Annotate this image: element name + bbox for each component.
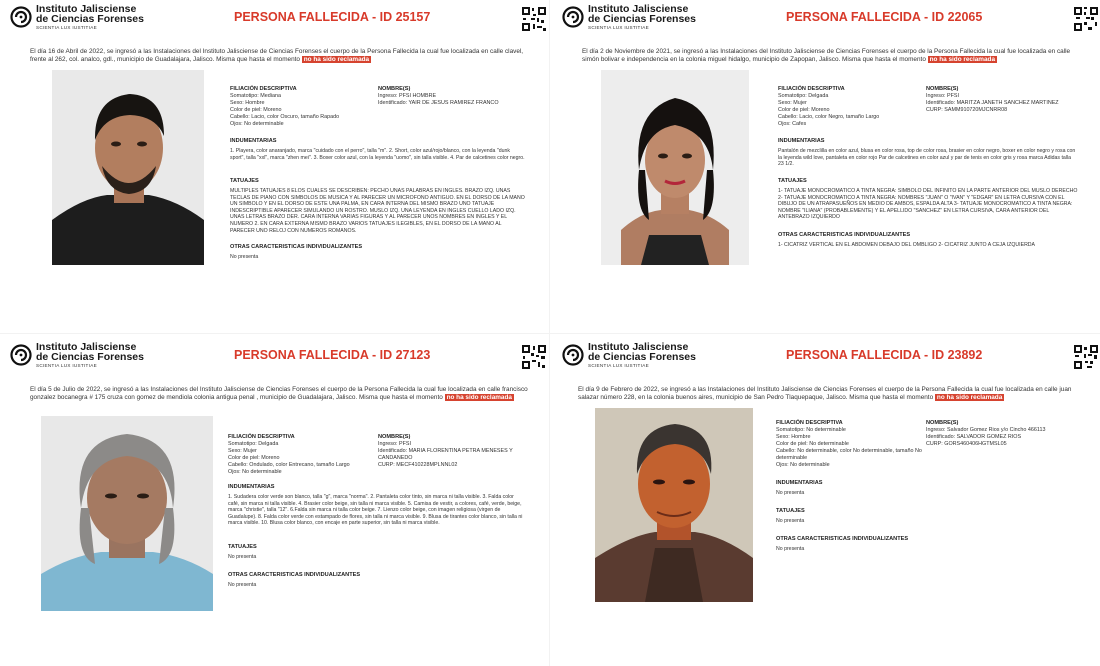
institute-logo xyxy=(8,4,148,32)
filiacion-item: Color de piel: Moreno xyxy=(778,107,830,113)
tatuajes-text: 1- TATUAJE MONOCROMATICO A TINTA NEGRA: SIMBOLO DEL INFINITO EN LA PARTE ANTERIOR DEL MUSLO DERECHO 2- TATUAJE MONOCROMATICO A TINTA NEGRA: NOMBRES "JUAN" O "IVAN" Y "EDGAR" EN LETRA CURSIVA CON EL DIBUJO DE UN ATRAPASUEÑOS EN MEDIO DE AMBOS, ESPALDA ALTA 3- TATUAJE MONOCROMATICO A TINTA NEGRA: NOMBRE "ILIANA" (PROBABLEMENTE) Y EL APELLIDO "SANCHEZ" EN LETRA CURSIVA, CARA ANTERIOR DEL ANTEBRAZO IZQUIERDO xyxy=(778,188,1078,221)
vertical-divider xyxy=(549,0,550,666)
filiacion-section xyxy=(776,420,926,469)
indumentarias-section xyxy=(776,480,1076,497)
tatuajes-text: MULTIPLES TATUAJES 8 ELOS CUALES SE DESCRIBEN: PECHO UNAS PALABRAS EN INGLES. BRAZO IZQ. UNAS TECLAS DE PIANO CON SIMBOLOS DE MUSICA Y AL PARECER UN MICROFONO ANTIGUO. EN EL DORSO DE LA MANO UN SIMBOLO Y EN EL DORSO DE ESTE UNA PALMA, EN CARA INTERNA DEL MISMO BRAZO UNO TATUAJE INDESCRIPTIBLE APARECER SIMULANDO UN ROSTRO. MUSLO IZQ. UNA LEYENDA EN INGLES CUELLO LADO IZQ. UNAS LETRAS BRAZO DER. CARA INTERNA VARIAS FIGURAS Y AL PARECER UNOS NOMBRES EN INGLES Y EL NUMERO 2. EN CARA EXTERNA MISMO BRAZO VARIOS TATUAJES ILEGIBLES, EN EL DORSO DE LA MANO AL PARECER UNO RELOJ CON NUMEROS ROMANOS. xyxy=(230,188,525,234)
nombre-item: Identificado: MARIA FLORENTINA PETRA MENESES Y CANDANEDO xyxy=(378,448,513,461)
card-header xyxy=(8,342,548,372)
record-title: PERSONA FALLECIDA - ID 25157 xyxy=(234,10,431,24)
person-photo xyxy=(52,70,204,265)
otras-section xyxy=(776,536,1076,553)
tatuajes-section xyxy=(230,178,525,234)
indumentarias-text: No presenta xyxy=(776,490,805,496)
filiacion-section xyxy=(230,86,360,128)
filiacion-item: Somatotipo: Mediana xyxy=(230,93,281,99)
record-card-22065 xyxy=(552,0,1100,330)
otras-section xyxy=(230,244,525,261)
filiacion-item: Cabello: No determinable, color No determinable, tamaño No determinable xyxy=(776,448,922,461)
filiacion-section xyxy=(228,434,368,476)
logo-motto: SCIENTIA LUX IUSTITIAE xyxy=(36,363,97,368)
nombre-heading: NOMBRE(S) xyxy=(378,86,411,92)
filiacion-item: Somatotipo: Delgada xyxy=(228,441,279,447)
indumentarias-heading: INDUMENTARIAS xyxy=(778,138,825,144)
filiacion-item: Color de piel: Moreno xyxy=(228,455,280,461)
otras-text: No presenta xyxy=(776,546,805,552)
filiacion-item: Ojos: No determinable xyxy=(230,121,284,127)
filiacion-item: Color de piel: No determinable xyxy=(776,441,849,447)
otras-heading: OTRAS CARACTERISTICAS INDIVIDUALIZANTES xyxy=(776,536,909,542)
otras-text: 1- CICATRIZ VERTICAL EN EL ABDOMEN DEBAJO DEL OMBLIGO 2- CICATRIZ JUNTO A CEJA IZQUIERDA xyxy=(778,242,1036,248)
nombre-heading: NOMBRE(S) xyxy=(926,420,959,426)
filiacion-section xyxy=(778,86,918,128)
record-card-23892 xyxy=(552,338,1100,666)
otras-text: No presenta xyxy=(228,582,257,588)
otras-heading: OTRAS CARACTERISTICAS INDIVIDUALIZANTES xyxy=(778,232,911,238)
otras-section xyxy=(228,572,526,589)
nombre-section xyxy=(926,86,1086,114)
logo-motto: SCIENTIA LUX IUSTITIAE xyxy=(36,25,97,30)
unclaimed-badge: no ha sido reclamada xyxy=(929,56,996,63)
filiacion-item: Ojos: Cafes xyxy=(778,121,807,127)
nombre-item: CURP: GORS460406HGTMSL05 xyxy=(926,441,1007,447)
tatuajes-section xyxy=(776,508,1076,525)
person-photo xyxy=(595,408,753,602)
tatuajes-heading: TATUAJES xyxy=(228,544,257,550)
record-title: PERSONA FALLECIDA - ID 27123 xyxy=(234,348,431,362)
tatuajes-section xyxy=(778,178,1078,221)
tatuajes-section xyxy=(228,544,526,561)
card-header xyxy=(560,4,1100,34)
filiacion-heading: FILIACIÓN DESCRIPTIVA xyxy=(776,420,843,426)
ijcf-spiral-logo-icon xyxy=(562,344,584,366)
intro-paragraph: El día 2 de Noviembre de 2021, se ingresó a las Instalaciones del Instituto Jalisciense de Ciencias Forenses el cuerpo de la Persona Fallecida la cual fue localizada en calle simón bolivar e independencia en la colonia miguel hidalgo, municipio de Zapopan, Jalisco. Misma que hasta el momento no ha sido reclamada xyxy=(582,48,1071,63)
logo-wordmark: Instituto Jalisciense de Ciencias Forenses xyxy=(588,341,696,363)
filiacion-item: Sexo: Hombre xyxy=(230,100,265,106)
ijcf-spiral-logo-icon xyxy=(562,6,584,28)
indumentarias-section xyxy=(230,138,525,161)
filiacion-item: Sexo: Mujer xyxy=(228,448,257,454)
unclaimed-badge: no ha sido reclamada xyxy=(446,394,512,401)
nombre-section xyxy=(926,420,1086,448)
indumentarias-heading: INDUMENTARIAS xyxy=(228,484,275,490)
indumentarias-heading: INDUMENTARIAS xyxy=(230,138,277,144)
otras-section xyxy=(778,232,1078,249)
qr-code-icon[interactable] xyxy=(521,344,547,370)
logo-wordmark: Instituto Jalisciense de Ciencias Forenses xyxy=(36,341,144,363)
filiacion-item: Color de piel: Moreno xyxy=(230,107,282,113)
person-photo xyxy=(41,416,213,611)
institute-logo xyxy=(8,342,148,370)
nombre-item: Ingreso: PFSI HOMBRE xyxy=(378,93,437,99)
filiacion-item: Cabello: Lacio, color Negro, tamaño Largo xyxy=(778,114,880,120)
filiacion-item: Cabello: Lacio, color Oscuro, tamaño Rapado xyxy=(230,114,340,120)
card-header xyxy=(8,4,548,34)
filiacion-item: Ojos: No determinable xyxy=(228,469,282,475)
record-card-27123 xyxy=(0,338,548,666)
logo-wordmark: Instituto Jalisciense de Ciencias Forenses xyxy=(588,3,696,25)
nombre-item: Ingreso: PFSI xyxy=(378,441,411,447)
filiacion-item: Sexo: Mujer xyxy=(778,100,807,106)
nombre-item: Identificado: YAIR DE JESUS RAMIREZ FRANCO xyxy=(378,100,499,106)
tatuajes-heading: TATUAJES xyxy=(230,178,259,184)
tatuajes-heading: TATUAJES xyxy=(776,508,805,514)
logo-motto: SCIENTIA LUX IUSTITIAE xyxy=(588,363,649,368)
unclaimed-badge: no ha sido reclamada xyxy=(936,394,1003,401)
filiacion-heading: FILIACIÓN DESCRIPTIVA xyxy=(778,86,845,92)
indumentarias-heading: INDUMENTARIAS xyxy=(776,480,823,486)
nombre-item: Identificado: MARITZA JANETH SANCHEZ MARTINEZ xyxy=(926,100,1059,106)
indumentarias-text: 1. Playera, color anaranjado, marca "cuidado con el perro", talla "m". 2. Short, color azul/rojo/blanco, con la leyenda "dunk sport", talla "xxl", marca "zhen mei". 3. Boxer color azul, con la leyenda "uomo", sin talla visible. 4. Par de calcetines color negro. xyxy=(230,148,525,161)
nombre-heading: NOMBRE(S) xyxy=(926,86,959,92)
horizontal-divider xyxy=(0,333,1100,334)
nombre-section xyxy=(378,86,538,107)
indumentarias-section xyxy=(778,138,1078,168)
person-photo xyxy=(601,70,749,265)
institute-logo xyxy=(560,4,700,32)
logo-motto: SCIENTIA LUX IUSTITIAE xyxy=(588,25,649,30)
intro-paragraph: El día 5 de Julio de 2022, se ingresó a las Instalaciones del Instituto Jalisciense de Ciencias Forenses el cuerpo de la Persona Fallecida la cual fue localizada en calle francisco gonzalez bocanegra # 175 cruza con gomez de mendiola colonia antigua penal , municipio de Guadalajara, Jalisco. Misma que hasta el momento no ha sido reclamada xyxy=(30,386,528,401)
unclaimed-badge: no ha sido reclamada xyxy=(303,56,370,63)
record-title: PERSONA FALLECIDA - ID 23892 xyxy=(786,348,983,362)
otras-text: No presenta xyxy=(230,254,259,260)
filiacion-item: Ojos: No determinable xyxy=(776,462,830,468)
ijcf-spiral-logo-icon xyxy=(10,6,32,28)
filiacion-heading: FILIACIÓN DESCRIPTIVA xyxy=(230,86,297,92)
ijcf-spiral-logo-icon xyxy=(10,344,32,366)
filiacion-item: Somatotipo: Delgada xyxy=(778,93,829,99)
qr-code-icon[interactable] xyxy=(1073,6,1099,32)
intro-paragraph: El día 9 de Febrero de 2022, se ingresó a las Instalaciones del Instituto Jalisciense de Ciencias Forenses el cuerpo de la Persona Fallecida la cual fue localizada en calle juan salazar número 228, en la colonia buenos aires, municipio de San Pedro Tlaquepaque, Jalisco. Misma que hasta el momento no ha sido reclamada xyxy=(578,386,1072,401)
otras-heading: OTRAS CARACTERISTICAS INDIVIDUALIZANTES xyxy=(228,572,361,578)
indumentarias-section xyxy=(228,484,526,527)
indumentarias-text: Pantalón de mezclilla en color azul, blusa en color rosa, top de color rosa, brasier en color negro, boxer en color negro y rosa con la leyenda wild love, pantaleta en color rojo Par de calcetines en color azul y par de tenis en color gris y rosa marca Adidas talla 23 1/2. xyxy=(778,148,1076,168)
qr-code-icon[interactable] xyxy=(1073,344,1099,370)
nombre-item: Ingreso: Salvador Gomez Rios y/o Cincho 466113 xyxy=(926,427,1046,433)
filiacion-heading: FILIACIÓN DESCRIPTIVA xyxy=(228,434,295,440)
nombre-item: Identificado: SALVADOR GOMEZ RIOS xyxy=(926,434,1022,440)
qr-code-icon[interactable] xyxy=(521,6,547,32)
filiacion-item: Cabello: Ondulado, color Entrecano, tamaño Largo xyxy=(228,462,350,468)
tatuajes-text: No presenta xyxy=(228,554,257,560)
nombre-section xyxy=(378,434,528,469)
tatuajes-text: No presenta xyxy=(776,518,805,524)
card-header xyxy=(560,342,1100,372)
filiacion-item: Sexo: Hombre xyxy=(776,434,811,440)
nombre-item: CURP: MECF410228MPLNNL02 xyxy=(378,462,458,468)
intro-paragraph: El día 16 de Abril de 2022, se ingresó a las Instalaciones del Instituto Jalisciense de Ciencias Forenses el cuerpo de la Persona Fallecida la cual fue localizada en calle clavel, frente al 262, col. analco, gdl., municipio de Guadalajara, Jalisco. Misma que hasta el momento no ha sido reclamada xyxy=(30,48,524,63)
nombre-item: Ingreso: PFSI xyxy=(926,93,959,99)
tatuajes-heading: TATUAJES xyxy=(778,178,807,184)
otras-heading: OTRAS CARACTERISTICAS INDIVIDUALIZANTES xyxy=(230,244,363,250)
logo-wordmark: Instituto Jalisciense de Ciencias Forenses xyxy=(36,3,144,25)
record-title: PERSONA FALLECIDA - ID 22065 xyxy=(786,10,983,24)
indumentarias-text: 1. Sudadera color verde son blanco, talla "g", marca "norma". 2. Pantaleta color tinto, sin marca ni talla visible. 3. Falda color café, sin marca ni talla visible. 4. Brasier color beige, sin talla ni marca visible. 5. Camisa de vestir, a colores, café, verde, beige, marca "christie", talla "12". 6.Falda sin marca ni talla color beige. 7. Lienzo color beige, con imagen religiosa (virgen de Guadalupe). 8. Falda color verde con estampado de flores, sin talla ni marca visible. 9. Blusa de tirantes color blanco, sin talla ni marca visible. 10. Blusa color blanco, con encaje en parte superior, sin talla ni marca visible. xyxy=(228,494,523,527)
nombre-item: CURP: SAMM910720MJCNRR08 xyxy=(926,107,1008,113)
record-card-25157 xyxy=(0,0,548,330)
nombre-heading: NOMBRE(S) xyxy=(378,434,411,440)
filiacion-item: Somatotipo: No determinable xyxy=(776,427,846,433)
institute-logo xyxy=(560,342,700,370)
